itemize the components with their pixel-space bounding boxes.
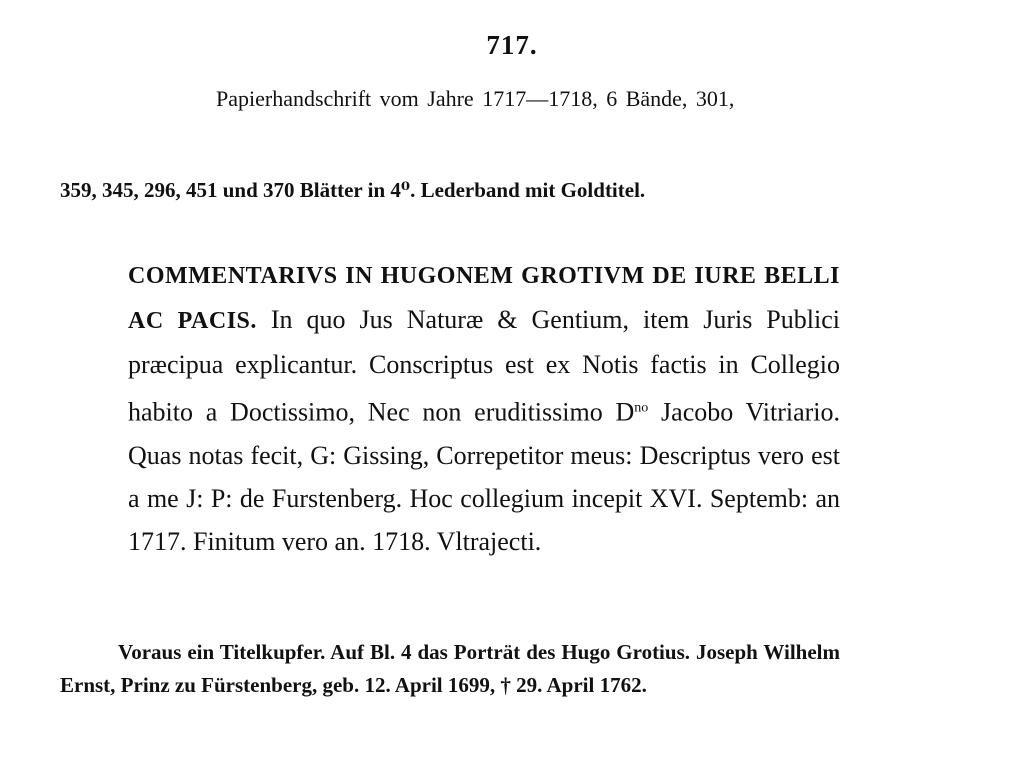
manuscript-title: [128, 253, 840, 563]
title-body-part1: In quo Jus Naturæ & Gentium, item Juris Publici præcipua explicantur. Conscriptus est ex Notis factis in Collegio habito a Doctissimo, Nec non eruditissimo D: [128, 305, 840, 427]
manuscript-description: 359, 345, 296, 451 und 370 Blätter in 4⁰. Lederband mit Goldtitel.: [60, 178, 646, 202]
page-number: 717.: [486, 30, 538, 60]
title-dno-sup: no: [634, 400, 649, 415]
notes-paragraph: [60, 636, 840, 702]
title-dno: [634, 398, 648, 427]
entry-header-line: Papierhandschrift vom Jahre 1717—1718, 6 Bände, 301,: [216, 86, 735, 111]
title-body-part2: Jacobo Vitriario. Quas notas fecit, G: Gissing, Correpetitor meus: Descriptus vero est a me J: P: de Furstenberg. Hoc collegium incepit XVI. Septemb: an 1717. Finitum vero an. 1718. Vltrajecti.: [128, 397, 840, 556]
title-caps: COMMENTARIVS IN HUGONEM GROTIVM DE IURE BELLI AC PACIS.: [128, 263, 840, 334]
notes-text: Voraus ein Titelkupfer. Auf Bl. 4 das Porträt des Hugo Grotius. Joseph Wilhelm Ernst, Prinz zu Fürstenberg, geb. 12. April 1699, † 29. April 1762.: [60, 640, 840, 697]
